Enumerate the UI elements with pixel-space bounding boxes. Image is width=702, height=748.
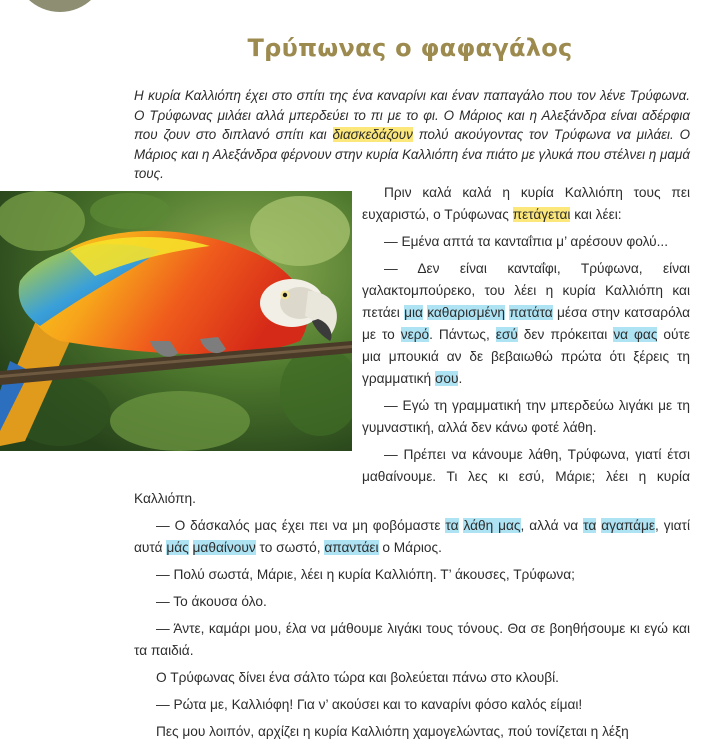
text-run: . — [458, 371, 463, 386]
image-spacer — [134, 182, 362, 468]
text-run: το σωστό, — [255, 540, 325, 555]
text-run: και λέει: — [570, 207, 622, 222]
text-run: — Άντε, καμάρι μου, έλα να μάθουμε λιγάκι τους τόνους. Θα σε βοηθήσουμε κι εγώ και τα παιδιά. — [134, 621, 690, 658]
highlighted-word: αγαπάμε — [601, 518, 656, 533]
story-body — [134, 182, 690, 748]
text-run: , γιατί αυτά — [134, 518, 690, 555]
highlighted-word: απαντάει — [324, 540, 379, 555]
story-paragraph — [134, 667, 690, 689]
text-run: — Δεν είναι κανταΐφι, Τρύφωνα, είναι γαλακτομπούρεκο, του λέει η κυρία Καλλιόπη και πετάει — [362, 261, 690, 320]
highlighted-word: μάς — [166, 540, 189, 555]
highlighted-word: πετάγεται — [512, 207, 571, 222]
story-paragraph — [134, 721, 690, 743]
text-run — [189, 540, 193, 555]
text-run: — Ο δάσκαλός μας έχει πει να μη φοβόμαστε — [156, 518, 446, 533]
highlighted-word: μια — [404, 305, 423, 320]
highlighted-word: σου — [434, 371, 459, 386]
highlighted-word: καθαρισμένη — [427, 305, 506, 320]
intro-paragraph — [134, 86, 690, 184]
text-run: πολύ ακούγοντας τον Τρύφωνα να μιλάει. Ο Μάριος και η Αλεξάνδρα φέρνουν στην κυρία Καλλιόπη ένα πιάτο με γλυκά που στέλνει η μαμά τους. — [134, 127, 691, 181]
highlighted-word: τα — [583, 518, 597, 533]
text-run: ούτε μια μπουκιά αν δε βεβαιωθώ πρώτα ότι ξέρεις τη γραμματική — [362, 327, 690, 386]
text-run: — Ρώτα με, Καλλιόφη! Για ν’ ακούσει και το καναρίνι φόσο καλός είμαι! — [156, 697, 583, 712]
text-run: — Το άκουσα όλο. — [156, 594, 267, 609]
story-paragraph — [134, 515, 690, 559]
highlighted-word: νερό — [400, 327, 430, 342]
highlighted-word: πατάτα — [509, 305, 553, 320]
highlighted-word: εσύ — [495, 327, 518, 342]
text-run: . Πάντως, — [429, 327, 496, 342]
corner-decoration — [14, 0, 106, 12]
page-title: Τρύπωνας ο φαφαγάλος — [247, 34, 573, 62]
text-run: Η κυρία Καλλιόπη έχει στο σπίτι της ένα καναρίνι και έναν παπαγάλο που τον λένε Τρύφωνα. Ο Τρύφωνας μιλάει αλλά μπερδεύει το πι με το φι. Ο Μάριος και η Αλεξάνδρα είναι αδέρφια που ζουν στο διπλανό σπίτι και — [134, 88, 690, 142]
text-run: — Εγώ τη γραμματική την μπερδεύω λιγάκι με τη γυμναστική, αλλά δεν κάνω φοτέ λάθη. — [362, 398, 690, 435]
highlighted-word: λάθη μας — [463, 518, 521, 533]
text-run: Ο Τρύφωνας δίνει ένα σάλτο τώρα και βολεύεται πάνω στο κλουβί. — [156, 670, 559, 685]
highlighted-word: μαθαίνουν — [192, 540, 256, 555]
story-paragraph — [134, 564, 690, 586]
text-run: — Πρέπει να κάνουμε λάθη, Τρύφωνα, γιατί έτσι μαθαίνουμε. Τι λες κι εσύ, Μάριε; λέει η κυρία Καλλιόπη. — [134, 447, 690, 506]
text-run: μέσα στην κατσαρόλα με το — [362, 305, 690, 342]
text-run: δεν πρόκειται — [517, 327, 614, 342]
text-run: Πριν καλά καλά η κυρία Καλλιόπη τους πει ευχαριστώ, ο Τρύφωνας — [362, 185, 690, 222]
highlighted-word: διασκεδάζουν — [332, 127, 413, 142]
story-paragraph — [134, 694, 690, 716]
story-paragraph — [134, 591, 690, 613]
text-run: — Εμένα απτά τα κανταΐπια μ’ αρέσουν φολύ... — [384, 234, 669, 249]
highlighted-word: να φας — [613, 327, 658, 342]
text-run: ο Μάριος. — [378, 540, 442, 555]
text-run: — Πολύ σωστά, Μάριε, λέει η κυρία Καλλιόπη. Τ’ άκουσες, Τρύφωνα; — [156, 567, 575, 582]
text-run: Πες μου λοιπόν, αρχίζει η κυρία Καλλιόπη χαμογελώντας, πού τονίζεται η λέξη — [156, 724, 629, 739]
text-run: , αλλά να — [520, 518, 584, 533]
highlighted-word: τα — [445, 518, 459, 533]
story-paragraph — [134, 618, 690, 662]
